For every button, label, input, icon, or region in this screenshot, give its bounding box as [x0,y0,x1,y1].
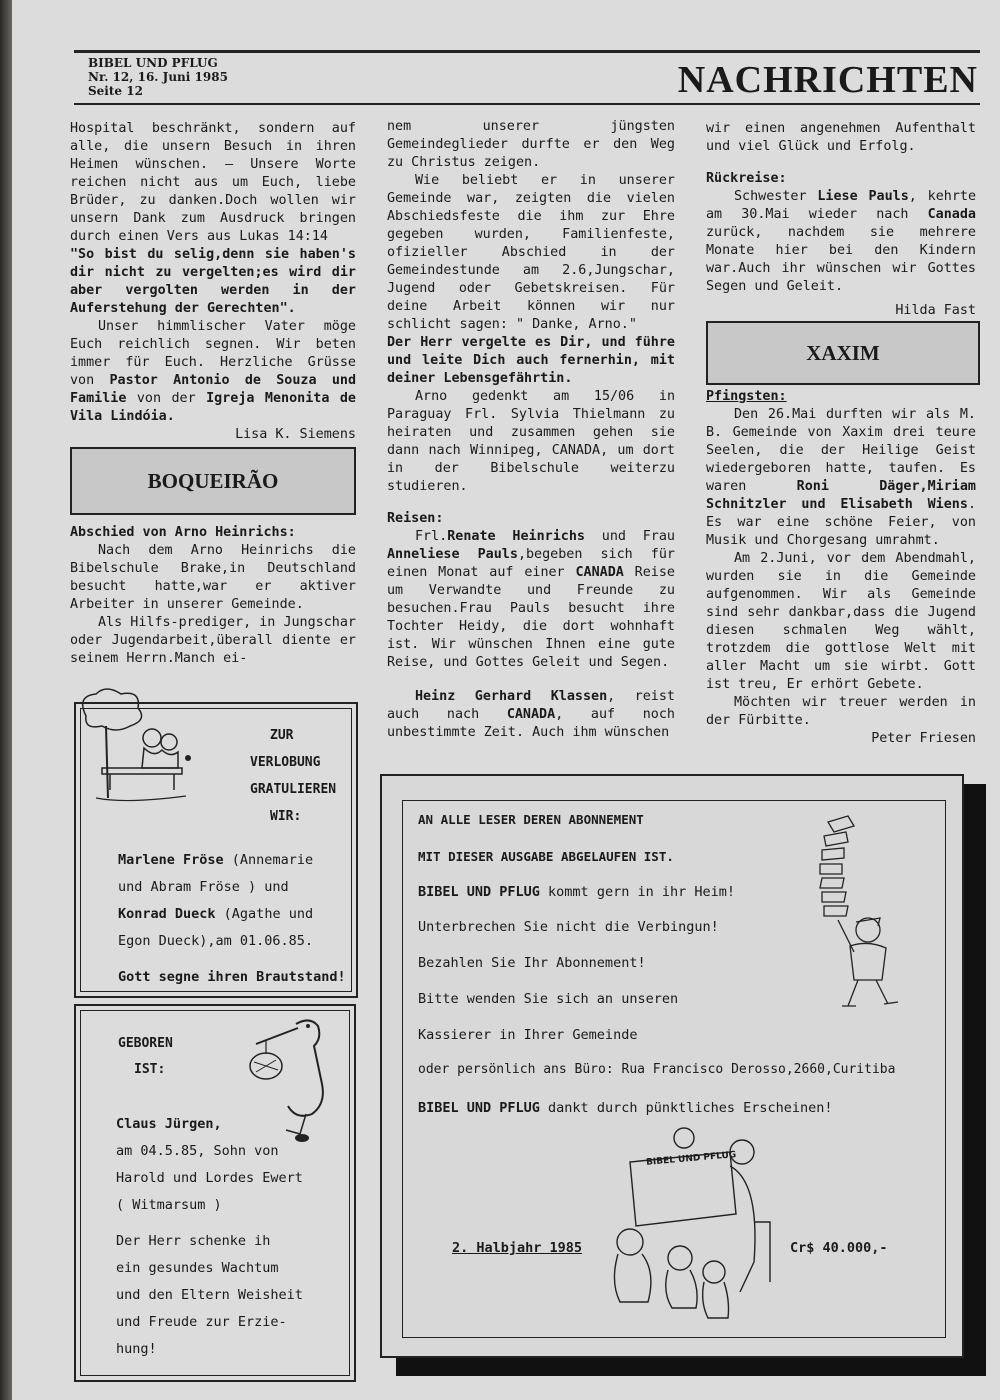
col1-paragraph-4: Als Hilfs-prediger, in Jungschar oder Jugendarbeit,überall diente er seinem Herrn.Manch ei- [70,615,356,666]
col2-paragraph-3: Arno gedenkt am 15/06 in Paraguay Frl. Sylvia Thielmann zu heiraten und zusammen gehen sie dann nach Winnipeg, CANADA, um dort in der Bibelschule weiterzu studieren. [387,389,675,494]
col1-paragraph-2: Unser himmlischer Vater möge Euch reichlich segnen. Wir beten immer für Euch. Herzliche Grüsse von Pastor Antonio de Souza und Familie von der Igreja Menonita de Vila Lindóia. [70,319,357,424]
birth-line-5: ein gesundes Wachtum [116,1260,279,1276]
col3-paragraph-4: Am 2.Juni, vor dem Abendmahl, wurden sie in die Gemeinde aufgenommen. Wir als Gemeinde sind sehr dankbar,dass die Jugend diesen schmalen Weg wählt, trotzdem die gottlose Welt mit aller Macht um sie wirbt. Gott ist treu, Er erhört Gebete. [706,551,976,692]
col3-paragraph-2: Schwester Liese Pauls, kehrte am 30.Mai wieder nach Canada zurück, nachdem sie mehrere Monate hier bei den Kindern war.Auch ihr wünschen wir Gottes Segen und Geleit. [706,189,977,294]
book-binding [0,0,12,1400]
notice-line-7: Kassierer in Ihrer Gemeinde [418,1027,638,1043]
col2-paragraph-2: Wie beliebt er in unserer Gemeinde war, zeigten die vielen Abschiedsfeste die ihm zur Ehre gegeben wurden, Familienfeste, ofizieller Abschied in der Gemeindestunde am 2.6,Jungschar, Jugend oder Gebetskreisen. Für deine Arbeit können wir nur schlicht sagen: " Danke, Arno." [387,173,675,332]
col2-paragraph-4: Frl.Renate Heinrichs und Frau Anneliese Pauls,begeben sich für einen Monat auf einer CANADA Reise um Verwandte und Freunde zu besuchen.Frau Pauls besucht ihre Tochter Heidy, die dort wohnhaft ist. Wir wünschen Ihnen eine gute Reise, und Gottes Geleit und Segen. [387,529,675,670]
newspaper-carrier-illustration [798,812,918,1012]
birth-announcement-box [74,1004,356,1382]
section-title: NACHRICHTEN [677,59,978,101]
newspaper-page [12,0,1000,1400]
notice-period: 2. Halbjahr 1985 [452,1240,583,1256]
birth-line-1: am 04.5.85, Sohn von [116,1143,279,1159]
masthead [88,56,228,98]
birth-line-8: hung! [116,1341,157,1357]
col3-subheading: Rückreise: [706,171,787,186]
boqueirao-heading-box: BOQUEIRÃO [70,447,356,515]
birth-heading-1: GEBOREN [118,1036,173,1051]
col2-subheading: Reisen: [387,511,444,526]
engagement-heading-4: WIR: [270,809,302,824]
col1-subheading: Abschied von Arno Heinrichs: [70,525,296,540]
issue-number: Nr. 12, 16. Juni 1985 [88,70,228,84]
notice-line-3: BIBEL UND PFLUG kommt gern in ihr Heim! [418,884,735,900]
notice-line-5: Bezahlen Sie Ihr Abonnement! [418,955,646,971]
header-rule-top [74,50,980,53]
birth-line-3: ( Witmarsum ) [116,1197,222,1213]
page-number: Seite 12 [88,84,143,98]
birth-heading-2: IST: [134,1062,166,1077]
subscription-notice-box [380,774,964,1358]
engagement-line-3: Konrad Dueck (Agathe und [118,906,314,922]
engagement-blessing: Gott segne ihren Brautstand! [118,969,346,985]
col1-paragraph-1: Hospital beschränkt, sondern auf alle, die unsern Besuch in ihren Heimen wünschen. — Unsere Worte reichen nicht aus um Euch, liebe Brüder, zu danken.Doch wollen wir unsern Dank zum Ausdruck bringen durch einen Vers aus Lukas 14:14 [70,121,356,244]
col3-paragraph-3: Den 26.Mai durften wir als M. B. Gemeinde von Xaxim drei teure Seelen, die der Heilige Geist wiedergeboren hatte, taufen. Es waren Roni Däger,Miriam Schnitzler und Elisabeth Wiens. Es war eine schöne Feier, von Musik und Chorgesang umrahmt. [706,407,976,548]
col3-signature-2: Peter Friesen [871,731,976,746]
birth-line-4: Der Herr schenke ih [116,1233,271,1249]
col1-quote: "So bist du selig,denn sie haben's dir nicht zu vergelten;es wird dir aber vergolten werden in der Auferstehung der Gerechten". [70,247,356,316]
col2-paragraph-1: nem unserer jüngsten Gemeindeglieder durfte er den Weg zu Christus zeigen. [387,119,675,170]
illustration-paper-label: BIBEL UND PFLUG [645,1150,737,1168]
birth-line-2: Harold und Lordes Ewert [116,1170,303,1186]
column-1 [70,120,356,444]
header-rule-bottom [74,103,980,105]
engagement-line-2: und Abram Fröse ) und [118,879,289,895]
stork-illustration [226,1014,346,1144]
notice-line-4: Unterbrechen Sie nicht die Verbingun! [418,919,719,935]
birth-line-6: und den Eltern Weisheit [116,1287,303,1303]
col2-blessing: Der Herr vergelte es Dir, und führe und leite Dich auch fernerhin, mit deiner Lebensgefährtin. [387,335,675,386]
column-1-lower [70,524,356,668]
couple-on-bench-illustration [66,686,206,816]
column-3 [706,120,976,320]
col3-subheading-2: Pfingsten: [706,389,787,404]
notice-price: Cr$ 40.000,- [790,1240,888,1256]
notice-line-1: AN ALLE LESER DEREN ABONNEMENT [418,812,644,827]
col3-paragraph-5: Möchten wir treuer werden in der Fürbitte. [706,695,976,728]
engagement-line-1: Marlene Fröse (Annemarie [118,852,314,868]
engagement-line-4: Egon Dueck),am 01.06.85. [118,933,314,949]
col3-signature-1: Hilda Fast [895,303,976,318]
col2-paragraph-5: Heinz Gerhard Klassen, reist auch nach CANADA, auf noch unbestimmte Zeit. Auch ihm wünschen [387,689,675,740]
notice-line-2: MIT DIESER AUSGABE ABGELAUFEN IST. [418,849,674,864]
engagement-heading-2: VERLOBUNG [250,755,321,770]
column-3-lower [706,388,976,748]
engagement-heading-3: GRATULIEREN [250,782,337,797]
column-2 [387,118,675,742]
publication-name: BIBEL UND PFLUG [88,56,218,70]
col1-signature: Lisa K. Siemens [235,427,356,442]
xaxim-heading-box: XAXIM [706,321,980,385]
notice-line-6: Bitte wenden Sie sich an unseren [418,991,679,1007]
col3-paragraph-1: wir einen angenehmen Aufenthalt und viel Glück und Erfolg. [706,121,976,154]
birth-line-7: und Freude zur Erzie- [116,1314,287,1330]
birth-child-name: Claus Jürgen, [116,1116,222,1132]
engagement-box [74,702,358,998]
notice-line-9: BIBEL UND PFLUG dankt durch pünktliches Erscheinen! [418,1100,833,1116]
notice-address-line: oder persönlich ans Büro: Rua Francisco Derosso,2660,Curitiba [418,1062,896,1077]
engagement-heading-1: ZUR [270,728,294,743]
col1-paragraph-3: Nach dem Arno Heinrichs die Bibelschule Brake,in Deutschland besucht hatte,war er aktiver Arbeiter in unserer Gemeinde. [70,543,356,612]
